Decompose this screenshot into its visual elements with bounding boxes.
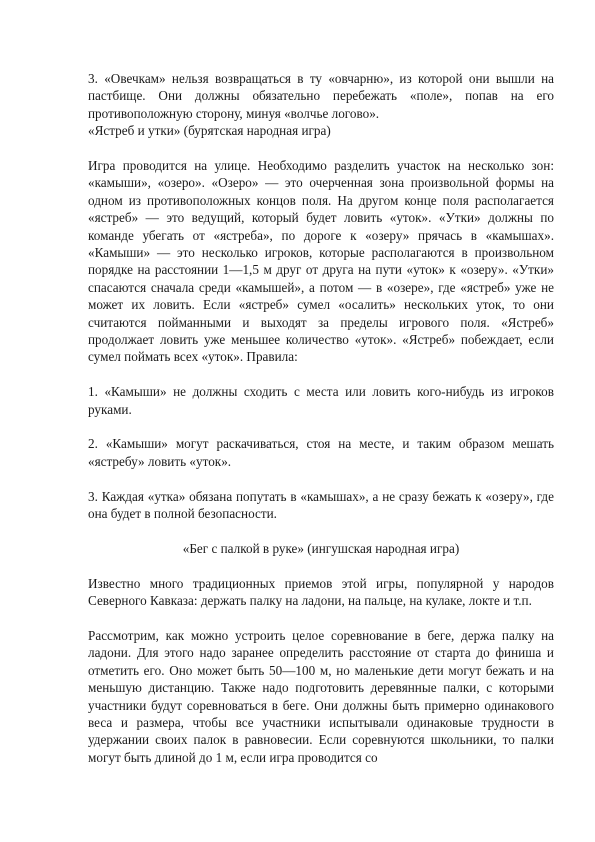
rule-paragraph-reeds-1: 1. «Камыши» не должны сходить с места или ловить кого-нибудь из игроков руками. bbox=[88, 384, 554, 417]
rule-paragraph-sheep: 3. «Овечкам» нельзя возвращаться в ту «овчарню», из которой они вышли на пастбище. Они должны обязательно перебежать «поле», попав на его противоположную сторону, минуя «волчье логово». bbox=[88, 71, 554, 121]
section-title-run-with-stick: «Бег с палкой в руке» (ингушская народная игра) bbox=[182, 540, 460, 556]
game-description-hawk: Игра проводится на улице. Необходимо разделить участок на несколько зон: «камыши», «озеро». «Озеро» — это очерченная зона произвольной формы на одном из противоположных концов поля. На другом конце поля располагается «ястреб» — это ведущий, который будет ловить «уток». «Утки» должны по команде убегать от «ястреба», по дороге к «озеру» прячась в «камышах». «Камыши» — это несколько игроков, которые располагаются в произвольном порядке на расстоянии 1—1,5 м друг от друга на пути «уток» к «озеру». «Утки» спасаются сначала среди «камышей», а потом — в «озере», где «ястреб» уже не может их ловить. Если «ястреб» сумел «осалить» нескольких уток, то они считаются пойманными и выходят за пределы игрового поля. «Ястреб» продолжает ловить уже меньшее количество «уток». «Ястреб» побеждает, если сумел поймать всех «уток». Правила: bbox=[88, 158, 554, 365]
paragraph-gap bbox=[88, 418, 554, 435]
paragraph-gap bbox=[88, 366, 554, 383]
game-intro-stick: Известно много традиционных приемов этой игры, популярной у народов Северного Кавказа: держать палку на ладони, на пальце, на кулаке, локте и т.п. bbox=[88, 575, 554, 609]
paragraph-gap bbox=[88, 523, 554, 540]
rule-paragraph-reeds-2: 2. «Камыши» могут раскачиваться, стоя на месте, и таким образом мешать «ястребу» ловить «уток». bbox=[88, 436, 554, 469]
paragraph-gap bbox=[88, 140, 554, 157]
section-title-hawk-and-ducks: «Ястреб и утки» (бурятская народная игра) bbox=[88, 123, 331, 139]
paragraph-gap bbox=[88, 557, 554, 574]
paragraph-gap bbox=[88, 470, 554, 487]
rule-paragraph-duck: 3. Каждая «утка» обязана попутать в «камышах», а не сразу бежать к «озеру», где она будет в полной безопасности. bbox=[88, 488, 554, 522]
game-description-stick: Рассмотрим, как можно устроить целое соревнование в беге, держа палку на ладони. Для этого надо заранее определить расстояние от старта до финиша и отметить его. Оно может быть 50—100 м, но маленькие дети могут бежать и на меньшую дистанцию. Также надо подготовить деревянные палки, с которыми участники будут соревноваться в беге. Они должны быть примерно одинакового веса и размера, чтобы все участники испытывали одинаковые трудности в удержании своих палок в равновесии. Если соревнуются школьники, то палки могут быть длиной до 1 м, если игра проводится со bbox=[88, 627, 554, 765]
document-page bbox=[88, 70, 554, 766]
paragraph-gap bbox=[88, 610, 554, 627]
